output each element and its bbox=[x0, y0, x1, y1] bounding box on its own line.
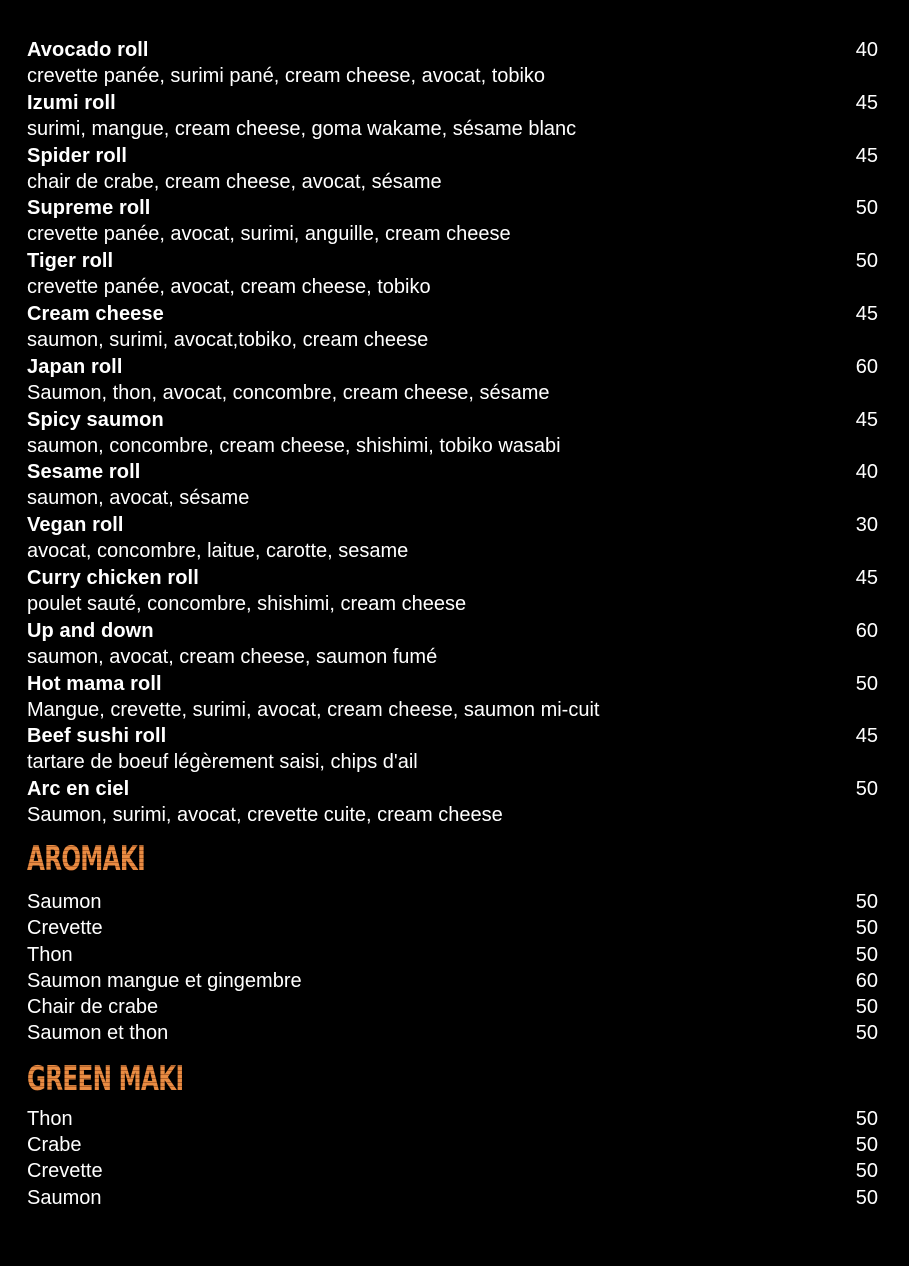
list-item bbox=[27, 1185, 878, 1211]
list-item-price: 50 bbox=[855, 1107, 878, 1130]
list-item bbox=[27, 1020, 878, 1046]
list-item bbox=[27, 1158, 878, 1184]
menu-item-name: Arc en ciel bbox=[27, 778, 130, 801]
menu-item-price: 50 bbox=[855, 672, 878, 695]
menu-item bbox=[27, 248, 878, 301]
menu-item-header bbox=[27, 776, 878, 802]
menu-item-name: Avocado roll bbox=[27, 39, 149, 61]
list-item-name: Saumon bbox=[27, 890, 102, 913]
menu-item bbox=[27, 90, 878, 143]
menu-item-name: Tiger roll bbox=[27, 250, 114, 273]
menu-item-name: Up and down bbox=[27, 619, 154, 642]
menu-item-name: Izumi roll bbox=[27, 91, 116, 114]
menu-item-price: 45 bbox=[855, 91, 878, 114]
list-item-name: Thon bbox=[27, 943, 73, 966]
menu-item-header bbox=[27, 354, 878, 380]
menu-item-header bbox=[27, 723, 878, 749]
aromaki-list bbox=[27, 889, 878, 1047]
list-item-price: 50 bbox=[855, 917, 878, 940]
menu-item bbox=[27, 776, 878, 829]
list-item-price: 50 bbox=[855, 996, 878, 1019]
menu-item-header bbox=[27, 459, 878, 485]
menu-item-price: 45 bbox=[855, 566, 878, 589]
menu-item bbox=[27, 723, 878, 776]
menu-item-header bbox=[27, 143, 878, 169]
list-item-name: Chair de crabe bbox=[27, 996, 159, 1019]
menu-item-name: Beef sushi roll bbox=[27, 725, 167, 748]
menu-item-price: 45 bbox=[855, 144, 878, 167]
menu-item-header bbox=[27, 512, 878, 538]
menu-item bbox=[27, 195, 878, 248]
menu-item-price: 50 bbox=[855, 250, 878, 273]
menu-item-description: surimi, mangue, cream cheese, goma wakame, sésame blanc bbox=[27, 117, 577, 140]
menu-item bbox=[27, 618, 878, 671]
list-item-name: Crevette bbox=[27, 1160, 103, 1183]
menu-item-description: Mangue, crevette, surimi, avocat, cream cheese, saumon mi-cuit bbox=[27, 698, 600, 721]
list-item-name: Saumon et thon bbox=[27, 1022, 169, 1045]
menu-item-price: 30 bbox=[855, 514, 878, 537]
menu-item-price: 40 bbox=[855, 39, 878, 61]
menu-item-description: saumon, avocat, sésame bbox=[27, 487, 250, 510]
list-item bbox=[27, 1106, 878, 1132]
menu-item-price: 60 bbox=[855, 619, 878, 642]
menu-item-description: saumon, surimi, avocat,tobiko, cream cheese bbox=[27, 328, 429, 351]
menu-item-header bbox=[27, 407, 878, 433]
menu-item bbox=[27, 143, 878, 196]
list-item-price: 50 bbox=[855, 943, 878, 966]
green-maki-list bbox=[27, 1106, 878, 1211]
menu-item bbox=[27, 301, 878, 354]
menu-item bbox=[27, 671, 878, 724]
menu-item-name: Spider roll bbox=[27, 144, 128, 167]
menu-item-header bbox=[27, 301, 878, 327]
menu-item-description: Saumon, thon, avocat, concombre, cream cheese, sésame bbox=[27, 381, 550, 404]
list-item bbox=[27, 994, 878, 1020]
menu-item-name: Cream cheese bbox=[27, 302, 164, 325]
rolls-list bbox=[27, 37, 878, 829]
menu-item-price: 45 bbox=[855, 302, 878, 325]
list-item-price: 50 bbox=[855, 1134, 878, 1157]
menu-item-description: saumon, concombre, cream cheese, shishimi, tobiko wasabi bbox=[27, 434, 561, 457]
aromaki-section bbox=[27, 839, 878, 879]
menu-item-description: chair de crabe, cream cheese, avocat, sésame bbox=[27, 170, 442, 193]
list-item bbox=[27, 1132, 878, 1158]
menu-item-name: Vegan roll bbox=[27, 514, 124, 537]
menu-item-price: 50 bbox=[855, 778, 878, 801]
menu-item-price: 60 bbox=[855, 355, 878, 378]
menu-item-header bbox=[27, 90, 878, 116]
list-item bbox=[27, 968, 878, 994]
menu-item-header bbox=[27, 618, 878, 644]
menu-item-description: crevette panée, avocat, surimi, anguille, cream cheese bbox=[27, 223, 511, 246]
menu-item-description: avocat, concombre, laitue, carotte, sesame bbox=[27, 540, 409, 563]
menu-item-description: Saumon, surimi, avocat, crevette cuite, cream cheese bbox=[27, 804, 503, 827]
menu-item-name: Supreme roll bbox=[27, 197, 151, 220]
list-item-name: Crevette bbox=[27, 917, 103, 940]
menu-item bbox=[27, 354, 878, 407]
list-item-price: 50 bbox=[855, 1160, 878, 1183]
green-maki-title: GREEN MAKI bbox=[27, 1058, 184, 1099]
aromaki-title: AROMAKI bbox=[27, 838, 146, 879]
menu-item bbox=[27, 37, 878, 90]
menu-item bbox=[27, 565, 878, 618]
menu-item-header bbox=[27, 195, 878, 221]
menu-page bbox=[27, 37, 878, 1211]
menu-item bbox=[27, 459, 878, 512]
menu-item-description: crevette panée, surimi pané, cream cheese, avocat, tobiko bbox=[27, 65, 546, 87]
list-item-price: 50 bbox=[855, 1186, 878, 1209]
menu-item-price: 45 bbox=[855, 725, 878, 748]
menu-item-price: 50 bbox=[855, 197, 878, 220]
menu-item-header bbox=[27, 37, 878, 63]
menu-item-description: crevette panée, avocat, cream cheese, tobiko bbox=[27, 276, 431, 299]
menu-item-name: Japan roll bbox=[27, 355, 123, 378]
green-maki-section bbox=[27, 1059, 878, 1099]
menu-item bbox=[27, 407, 878, 460]
menu-item bbox=[27, 512, 878, 565]
menu-item-description: poulet sauté, concombre, shishimi, cream cheese bbox=[27, 592, 467, 615]
list-item-name: Saumon mangue et gingembre bbox=[27, 969, 302, 992]
menu-item-header bbox=[27, 248, 878, 274]
menu-item-header bbox=[27, 565, 878, 591]
list-item-name: Crabe bbox=[27, 1134, 82, 1157]
list-item-price: 50 bbox=[855, 890, 878, 913]
list-item-price: 50 bbox=[855, 1022, 878, 1045]
menu-item-name: Sesame roll bbox=[27, 461, 141, 484]
list-item bbox=[27, 889, 878, 915]
menu-item-header bbox=[27, 671, 878, 697]
list-item-price: 60 bbox=[855, 969, 878, 992]
menu-item-description: saumon, avocat, cream cheese, saumon fumé bbox=[27, 645, 438, 668]
list-item-name: Thon bbox=[27, 1107, 73, 1130]
list-item bbox=[27, 915, 878, 941]
list-item-name: Saumon bbox=[27, 1186, 102, 1209]
menu-item-description: tartare de boeuf légèrement saisi, chips d'ail bbox=[27, 751, 418, 774]
menu-item-name: Hot mama roll bbox=[27, 672, 162, 695]
menu-item-name: Spicy saumon bbox=[27, 408, 164, 431]
menu-item-price: 40 bbox=[855, 461, 878, 484]
menu-item-name: Curry chicken roll bbox=[27, 566, 199, 589]
menu-item-price: 45 bbox=[855, 408, 878, 431]
list-item bbox=[27, 942, 878, 968]
